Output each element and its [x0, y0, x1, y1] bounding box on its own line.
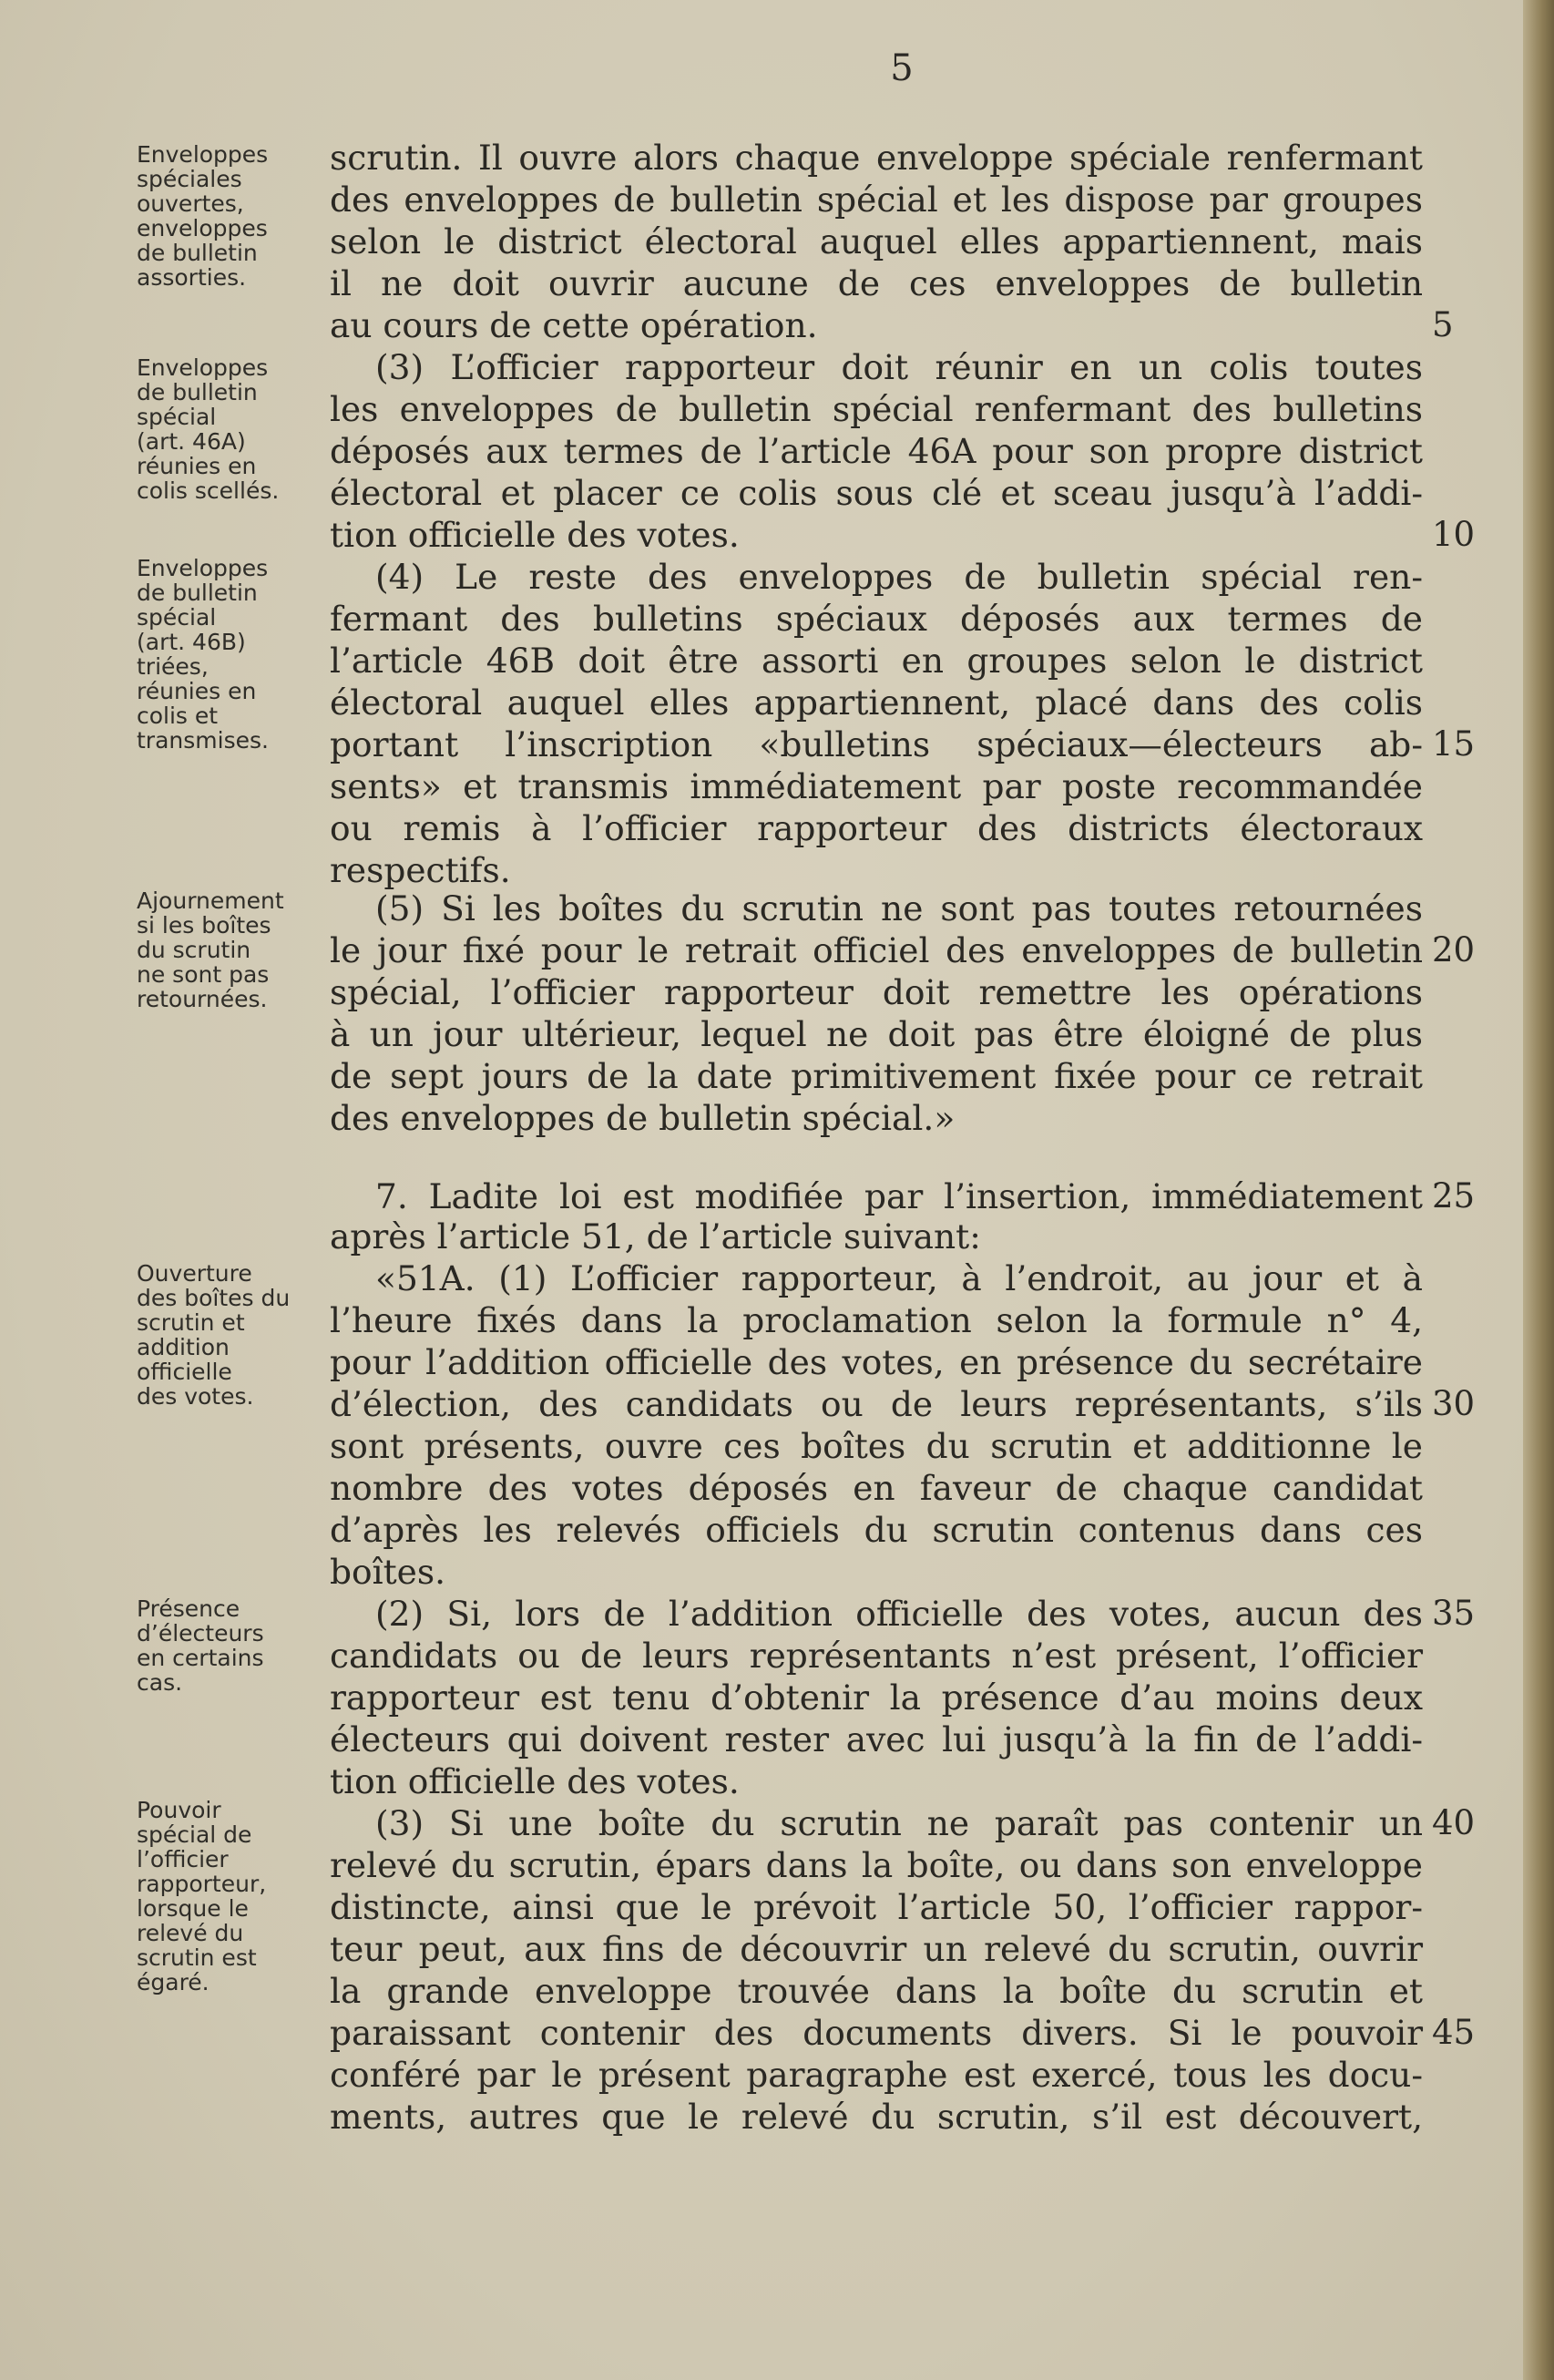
- page-number: 5: [890, 47, 914, 89]
- line-number: 30: [1432, 1384, 1476, 1423]
- text-line: selon le district électoral auquel elles appartiennent, mais: [330, 221, 1423, 262]
- line-number: 15: [1432, 724, 1476, 764]
- text-line: d’élection, des candidats ou de leurs représentants, s’ils: [330, 1384, 1423, 1424]
- text-line: d’après les relevés officiels du scrutin contenus dans ces: [330, 1510, 1423, 1550]
- line-number: 35: [1432, 1594, 1476, 1633]
- text-line: (5) Si les boîtes du scrutin ne sont pas toutes retournées: [375, 888, 1423, 928]
- text-line: (4) Le reste des enveloppes de bulletin spécial ren-: [375, 557, 1423, 597]
- text-line: le jour fixé pour le retrait officiel des enveloppes de bulletin: [330, 930, 1423, 970]
- text-line: l’article 46B doit être assorti en groupes selon le district: [330, 641, 1423, 681]
- text-line: portant l’inscription «bulletins spéciaux—électeurs ab-: [330, 724, 1423, 764]
- page-edge-shadow: [1523, 0, 1554, 2380]
- text-line: électoral auquel elles appartiennent, placé dans des colis: [330, 682, 1423, 723]
- text-line: des enveloppes de bulletin spécial et les dispose par groupes: [330, 180, 1423, 220]
- text-line: scrutin. Il ouvre alors chaque enveloppe spéciale renfermant: [330, 138, 1423, 178]
- text-line: conféré par le présent paragraphe est exercé, tous les docu-: [330, 2055, 1423, 2095]
- text-line: boîtes.: [330, 1552, 446, 1592]
- text-line: teur peut, aux fins de découvrir un relevé du scrutin, ouvrir: [330, 1929, 1423, 1969]
- text-line: de sept jours de la date primitivement fixée pour ce retrait: [330, 1056, 1423, 1096]
- text-line: rapporteur est tenu d’obtenir la présence d’au moins deux: [330, 1677, 1423, 1718]
- margin-note-ouverture: Ouverture des boîtes du scrutin et addition officielle des votes.: [137, 1260, 291, 1410]
- margin-note-presence: Présence d’électeurs en certains cas.: [137, 1595, 264, 1696]
- text-line: sents» et transmis immédiatement par poste recommandée: [330, 766, 1423, 806]
- text-line: les enveloppes de bulletin spécial renfermant des bulletins: [330, 389, 1423, 429]
- text-line: (3) Si une boîte du scrutin ne paraît pas contenir un: [375, 1803, 1423, 1843]
- text-line: tion officielle des votes.: [330, 515, 740, 555]
- text-line: relevé du scrutin, épars dans la boîte, ou dans son enveloppe: [330, 1845, 1423, 1885]
- text-line: déposés aux termes de l’article 46A pour son propre district: [330, 431, 1423, 471]
- line-number: 20: [1432, 930, 1476, 969]
- text-line: ou remis à l’officier rapporteur des districts électoraux: [330, 808, 1423, 848]
- text-line: paraissant contenir des documents divers. Si le pouvoir: [330, 2013, 1423, 2053]
- text-line: (2) Si, lors de l’addition officielle des votes, aucun des: [375, 1594, 1423, 1634]
- text-line: la grande enveloppe trouvée dans la boîte du scrutin et: [330, 1971, 1423, 2011]
- text-line: respectifs.: [330, 850, 511, 890]
- text-line: fermant des bulletins spéciaux déposés aux termes de: [330, 599, 1423, 639]
- margin-note-enveloppes-speciales: Enveloppes spéciales ouvertes, enveloppes de bulletin assorties.: [137, 141, 269, 291]
- margin-note-ajournement: Ajournement si les boîtes du scrutin ne sont pas retournées.: [137, 887, 284, 1012]
- text-line: distincte, ainsi que le prévoit l’article 50, l’officier rappor-: [330, 1887, 1423, 1927]
- line-number: 10: [1432, 515, 1476, 554]
- text-line: nombre des votes déposés en faveur de chaque candidat: [330, 1468, 1423, 1508]
- margin-note-transmises: Enveloppes de bulletin spécial (art. 46B) triées, réunies en colis et transmises.: [137, 555, 269, 754]
- text-line: des enveloppes de bulletin spécial.»: [330, 1098, 956, 1138]
- text-line: l’heure fixés dans la proclamation selon la formule n° 4,: [330, 1300, 1423, 1340]
- text-line: tion officielle des votes.: [330, 1761, 740, 1801]
- text-line: à un jour ultérieur, lequel ne doit pas être éloigné de plus: [330, 1014, 1423, 1054]
- text-line: sont présents, ouvre ces boîtes du scrutin et additionne le: [330, 1426, 1423, 1466]
- line-number: 25: [1432, 1176, 1476, 1216]
- line-number: 5: [1432, 305, 1454, 344]
- text-line: il ne doit ouvrir aucune de ces enveloppes de bulletin: [330, 263, 1423, 303]
- margin-note-pouvoir-special: Pouvoir spécial de l’officier rapporteur, lorsque le relevé du scrutin est égaré.: [137, 1797, 267, 1995]
- text-line: candidats ou de leurs représentants n’est présent, l’officier: [330, 1636, 1423, 1676]
- text-line-article-51a: «51A. (1) L’officier rapporteur, à l’endroit, au jour et à: [375, 1258, 1423, 1298]
- text-line-section-7: 7. Ladite loi est modifiée par l’insertion, immédiatement: [375, 1176, 1423, 1216]
- text-line: électeurs qui doivent rester avec lui jusqu’à la fin de l’addi-: [330, 1719, 1423, 1759]
- line-number: 45: [1432, 2013, 1476, 2052]
- text-line: électoral et placer ce colis sous clé et sceau jusqu’à l’addi-: [330, 473, 1423, 513]
- line-number: 40: [1432, 1803, 1476, 1842]
- text-line: spécial, l’officier rapporteur doit remettre les opérations: [330, 972, 1423, 1012]
- text-line: après l’article 51, de l’article suivant:: [330, 1216, 981, 1257]
- text-line: pour l’addition officielle des votes, en présence du secrétaire: [330, 1342, 1423, 1382]
- text-line: ments, autres que le relevé du scrutin, s’il est découvert,: [330, 2097, 1423, 2137]
- text-line: (3) L’officier rapporteur doit réunir en un colis toutes: [375, 347, 1423, 387]
- text-line: au cours de cette opération.: [330, 305, 818, 345]
- margin-note-colis-scelles: Enveloppes de bulletin spécial (art. 46A) réunies en colis scellés.: [137, 354, 280, 504]
